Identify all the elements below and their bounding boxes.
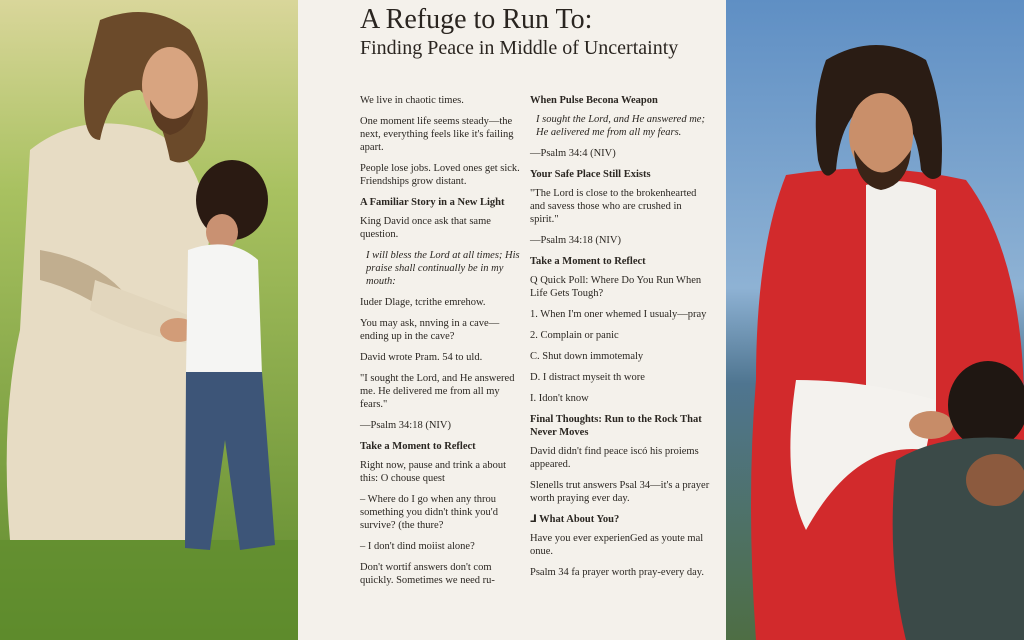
section-heading: Take a Moment to Reflect	[530, 256, 646, 267]
paragraph: —Psalm 34:4 (NIV)	[530, 148, 616, 159]
paragraph: C. Shut down immotemaly	[530, 351, 644, 362]
scripture-quote: I will bless the Lord at all times; His praise shall continually be in my mouth:	[366, 250, 520, 287]
paragraph: Don't wortif answers don't com quickly. Sometimes we need ru-	[360, 562, 495, 586]
article-column-left	[360, 94, 520, 595]
section-heading: Take a Moment to Reflect	[360, 441, 476, 452]
paragraph: One moment life seems steady—the next, everything feels like it's failing apart.	[360, 116, 514, 153]
photo-jesus-with-child	[0, 0, 298, 640]
section-heading: Final Thoughts: Run to the Rock That Never Moves	[530, 414, 702, 438]
paragraph: David wrote Pram. 54 to uld.	[360, 352, 483, 363]
paragraph: 1. When I'm oner whemed I usualy—pray	[530, 309, 707, 320]
paragraph: —Psalm 34:18 (NIV)	[360, 420, 451, 431]
photo-jesus-comforting-man-illustration	[726, 0, 1024, 640]
paragraph: I. Idon't know	[530, 393, 589, 404]
paragraph: Iuder Dlage, tcrithe emrehow.	[360, 297, 486, 308]
paragraph: D. I distract myseit th wore	[530, 372, 645, 383]
paragraph: You may ask, nnving in a cave—ending up in the cave?	[360, 318, 500, 342]
article-column-right	[530, 94, 710, 587]
article-title: A Refuge to Run To:	[360, 4, 593, 35]
photo-jesus-comforting-man	[726, 0, 1024, 640]
paragraph: Q Quick Poll: Where Do You Run When Life Gets Tough?	[530, 275, 702, 299]
paragraph: 2. Complain or panic	[530, 330, 619, 341]
section-heading: A Familiar Story in a New Light	[360, 197, 505, 208]
paragraph: Slenells trut answers Psal 34—it's a prayer worth praying ever day.	[530, 480, 710, 504]
article	[298, 0, 726, 640]
paragraph: Right now, pause and trink a about this: O chouse quest	[360, 460, 507, 484]
photo-jesus-with-child-illustration	[0, 0, 298, 640]
paragraph: Psalm 34 fa prayer worth pray-every day.	[530, 567, 704, 578]
paragraph: – I don't dind moiist alone?	[360, 541, 475, 552]
section-heading: Your Safe Place Still Exists	[530, 169, 651, 180]
paragraph: "The Lord is close to the brokenhearted and savess those who are crushed in spirit."	[530, 188, 697, 225]
paragraph: People lose jobs. Loved ones get sick. Friendships grow distant.	[360, 163, 520, 187]
scripture-quote: I sought the Lord, and He answered me; He aelivered me from all my fears.	[536, 114, 705, 138]
paragraph: David didn't find peace iscó his proiems appeared.	[530, 446, 699, 470]
paragraph: King David once ask that same question.	[360, 216, 491, 240]
paragraph: – Where do I go when any throu something you didn't think you'd survive? (the thure?	[360, 494, 498, 531]
section-heading: When Pulse Becona Weapon	[530, 95, 658, 106]
article-subtitle: Finding Peace in Middle of Uncertainty	[360, 37, 679, 59]
paragraph: "I sought the Lord, and He answered me. He delivered me from all my fears."	[360, 373, 515, 410]
paragraph: —Psalm 34:18 (NIV)	[530, 235, 621, 246]
paragraph: Have you ever experienGed as youte mal onue.	[530, 533, 704, 557]
paragraph: We live in chaotic times.	[360, 95, 464, 106]
section-heading: ⅃ What About You?	[530, 514, 620, 525]
